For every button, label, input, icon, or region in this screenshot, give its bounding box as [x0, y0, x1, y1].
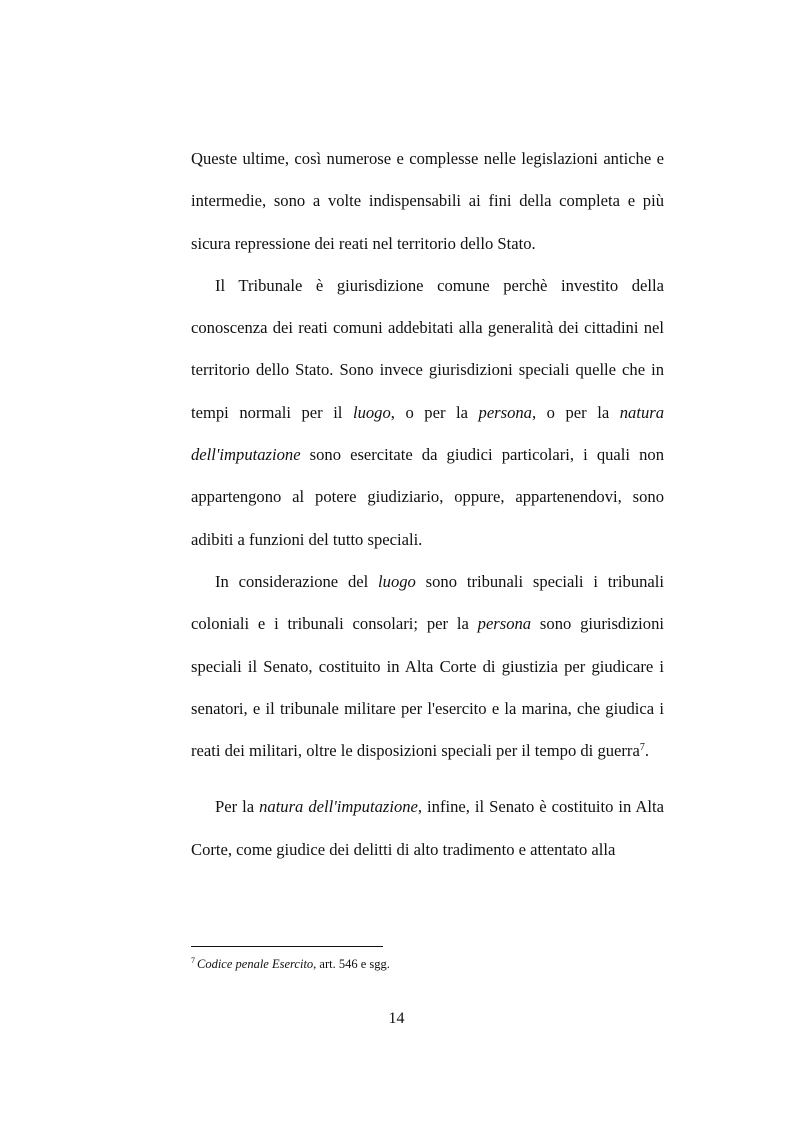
paragraph-3-text-c: sono giurisdizioni speciali il Senato, costituito in Alta Corte di giustizia per giudicare i senatori, e il tribunale militare per l'esercito e la marina, che giudica i reati dei militari, oltre le disposizioni speciali per il tempo di guerra — [191, 614, 664, 761]
paragraph-2-text-d: sono esercitate da giudici particolari, i quali non appartengono al potere giudiziario, oppure, appartenendovi, sono adibiti a funzioni del tutto speciali. — [191, 445, 664, 549]
term-natura-imputazione: natura dell'imputazione — [259, 797, 418, 817]
body-text — [191, 138, 664, 871]
paragraph-1-text: Queste ultime, così numerose e complesse nelle legislazioni antiche e intermedie, sono a volte indispensabili ai fini della completa e più sicura repressione dei reati nel territorio dello Stato. — [191, 149, 664, 253]
paragraph-2-text-b: , o per la — [390, 402, 479, 422]
term-persona: persona — [477, 614, 532, 634]
paragraph-4-text-a: Per la — [215, 797, 260, 817]
paragraph-2-text-c: , o per la — [531, 402, 620, 422]
term-natura-imputazione: natura dell'imputazione — [191, 402, 664, 465]
term-luogo: luogo — [378, 571, 416, 591]
term-persona: persona — [478, 402, 532, 422]
footnote-marker: 7 — [191, 956, 195, 965]
footnote-separator — [191, 946, 383, 947]
footnote-text: , art. 546 e sgg. — [313, 957, 390, 971]
page-number: 14 — [388, 1010, 405, 1027]
paragraph-4 — [191, 786, 664, 871]
paragraph-3-text-a: In considerazione del — [215, 571, 379, 591]
paragraph-1 — [191, 138, 664, 265]
paragraph-4-text-b: , infine, il Senato è costituito in Alta Corte, come giudice dei delitti di alto tradimento e attentato alla — [191, 797, 664, 859]
paragraph-2-text-a: Il Tribunale è giurisdizione comune perchè investito della conoscenza dei reati comuni addebitati alla generalità dei cittadini nel territorio dello Stato. Sono invece giurisdizioni speciali quelle che in tempi normali per il — [191, 275, 664, 422]
paragraph-3-text-b: sono tribunali speciali i tribunali coloniali e i tribunali consolari; per la — [191, 571, 664, 634]
footnote — [191, 956, 664, 972]
paragraph-3 — [191, 561, 664, 772]
footnote-title: Codice penale Esercito — [197, 957, 314, 971]
paragraph-3-text-d: . — [644, 741, 649, 761]
footnote-reference[interactable]: 7 — [639, 742, 645, 754]
term-luogo: luogo — [352, 402, 391, 422]
paragraph-2 — [191, 265, 664, 561]
